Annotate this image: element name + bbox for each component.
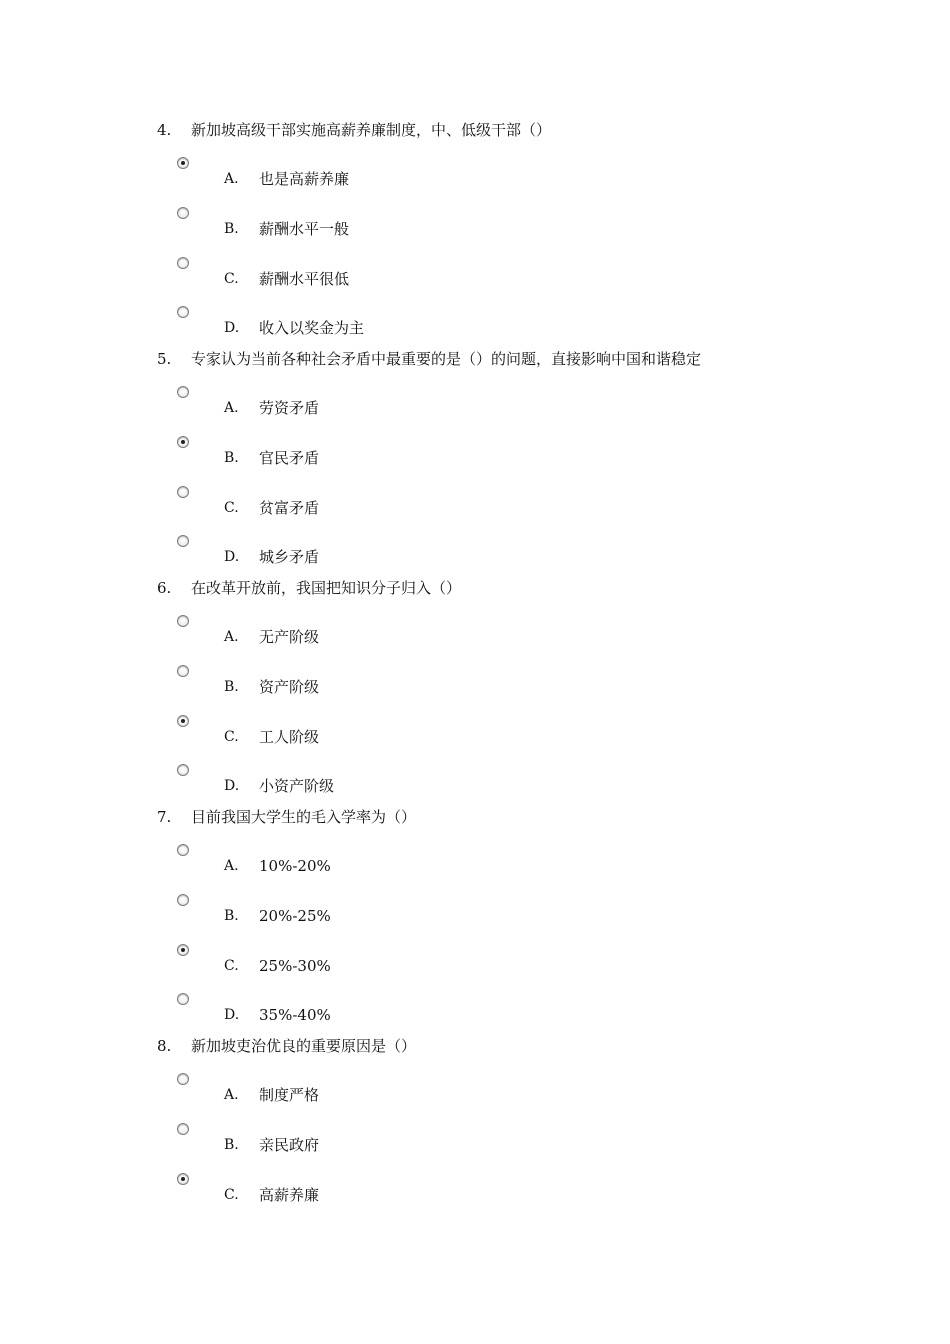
question-heading bbox=[157, 120, 551, 140]
option-letter: B. bbox=[224, 908, 239, 924]
radio-button[interactable] bbox=[177, 615, 189, 627]
option-letter: C. bbox=[224, 1187, 239, 1203]
option-letter: D. bbox=[224, 778, 240, 794]
option-text: 高薪养廉 bbox=[259, 1186, 320, 1204]
option-text: 25%-30% bbox=[259, 957, 331, 975]
answer-option[interactable] bbox=[0, 993, 950, 1033]
answer-option[interactable] bbox=[0, 1123, 950, 1163]
question-number: 4. bbox=[157, 121, 172, 139]
option-letter: A. bbox=[224, 858, 239, 874]
question-text: 目前我国大学生的毛入学率为（） bbox=[191, 808, 417, 826]
option-text: 收入以奖金为主 bbox=[259, 319, 365, 337]
radio-button[interactable] bbox=[177, 993, 189, 1005]
answer-option[interactable] bbox=[0, 944, 950, 984]
option-letter: A. bbox=[224, 1087, 239, 1103]
radio-button[interactable] bbox=[177, 386, 189, 398]
radio-button[interactable] bbox=[177, 764, 189, 776]
radio-button[interactable] bbox=[177, 894, 189, 906]
option-letter: A. bbox=[224, 171, 239, 187]
answer-option[interactable] bbox=[0, 665, 950, 705]
option-letter: C. bbox=[224, 729, 239, 745]
radio-button[interactable] bbox=[177, 844, 189, 856]
option-text: 资产阶级 bbox=[259, 678, 320, 696]
radio-button[interactable] bbox=[177, 1123, 189, 1135]
option-letter: D. bbox=[224, 549, 240, 565]
option-text: 城乡矛盾 bbox=[259, 548, 320, 566]
option-text: 小资产阶级 bbox=[259, 777, 335, 795]
radio-button-selected[interactable] bbox=[177, 944, 189, 956]
question-heading bbox=[157, 1036, 416, 1056]
option-text: 薪酬水平很低 bbox=[259, 270, 350, 288]
option-letter: B. bbox=[224, 1137, 239, 1153]
question-text: 新加坡吏治优良的重要原因是（） bbox=[191, 1037, 417, 1055]
answer-option[interactable] bbox=[0, 386, 950, 426]
option-text: 20%-25% bbox=[259, 907, 331, 925]
option-text: 10%-20% bbox=[259, 857, 331, 875]
option-letter: A. bbox=[224, 400, 239, 416]
answer-option[interactable] bbox=[0, 764, 950, 804]
question-number: 8. bbox=[157, 1037, 172, 1055]
answer-option[interactable] bbox=[0, 157, 950, 197]
option-text: 制度严格 bbox=[259, 1086, 320, 1104]
option-letter: B. bbox=[224, 221, 239, 237]
radio-button-selected[interactable] bbox=[177, 436, 189, 448]
option-letter: C. bbox=[224, 500, 239, 516]
answer-option[interactable] bbox=[0, 615, 950, 655]
answer-option[interactable] bbox=[0, 535, 950, 575]
answer-option[interactable] bbox=[0, 1173, 950, 1213]
radio-button[interactable] bbox=[177, 306, 189, 318]
answer-option[interactable] bbox=[0, 715, 950, 755]
option-text: 官民矛盾 bbox=[259, 449, 320, 467]
answer-option[interactable] bbox=[0, 257, 950, 297]
radio-button[interactable] bbox=[177, 1073, 189, 1085]
option-letter: B. bbox=[224, 679, 239, 695]
radio-button[interactable] bbox=[177, 257, 189, 269]
option-letter: D. bbox=[224, 320, 240, 336]
radio-button-selected[interactable] bbox=[177, 1173, 189, 1185]
option-text: 劳资矛盾 bbox=[259, 399, 320, 417]
question-text: 新加坡高级干部实施高薪养廉制度，中、低级干部（） bbox=[191, 121, 552, 139]
radio-button[interactable] bbox=[177, 665, 189, 677]
option-text: 也是高薪养廉 bbox=[259, 170, 350, 188]
question-number: 5. bbox=[157, 350, 172, 368]
answer-option[interactable] bbox=[0, 1073, 950, 1113]
answer-option[interactable] bbox=[0, 894, 950, 934]
option-text: 薪酬水平一般 bbox=[259, 220, 350, 238]
question-number: 6. bbox=[157, 579, 172, 597]
option-letter: B. bbox=[224, 450, 239, 466]
radio-button[interactable] bbox=[177, 486, 189, 498]
radio-button[interactable] bbox=[177, 207, 189, 219]
radio-button-selected[interactable] bbox=[177, 157, 189, 169]
answer-option[interactable] bbox=[0, 844, 950, 884]
option-text: 贫富矛盾 bbox=[259, 499, 320, 517]
option-text: 无产阶级 bbox=[259, 628, 320, 646]
option-text: 亲民政府 bbox=[259, 1136, 320, 1154]
answer-option[interactable] bbox=[0, 306, 950, 346]
question-heading bbox=[157, 807, 416, 827]
option-letter: C. bbox=[224, 271, 239, 287]
question-text: 在改革开放前，我国把知识分子归入（） bbox=[191, 579, 462, 597]
option-text: 工人阶级 bbox=[259, 728, 320, 746]
question-number: 7. bbox=[157, 808, 172, 826]
option-text: 35%-40% bbox=[259, 1006, 331, 1024]
answer-option[interactable] bbox=[0, 207, 950, 247]
radio-button-selected[interactable] bbox=[177, 715, 189, 727]
answer-option[interactable] bbox=[0, 486, 950, 526]
answer-option[interactable] bbox=[0, 436, 950, 476]
question-text: 专家认为当前各种社会矛盾中最重要的是（）的问题，直接影响中国和谐稳定 bbox=[191, 350, 702, 368]
question-heading bbox=[157, 578, 461, 598]
question-heading bbox=[157, 349, 701, 369]
option-letter: A. bbox=[224, 629, 239, 645]
radio-button[interactable] bbox=[177, 535, 189, 547]
option-letter: C. bbox=[224, 958, 239, 974]
option-letter: D. bbox=[224, 1007, 240, 1023]
